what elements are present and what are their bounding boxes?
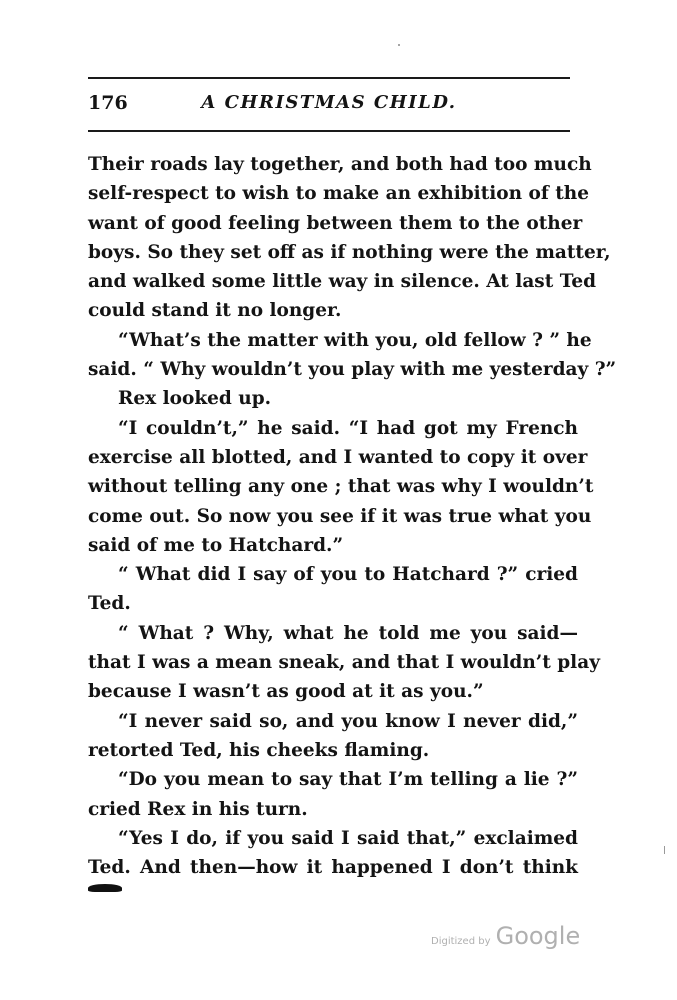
margin-mark [664,846,665,854]
text-line: exercise all blotted, and I wanted to copy it over [88,446,588,468]
body-text [88,150,617,882]
page-header [88,92,570,120]
text-line: “What’s the matter with you, old fellow ? ” he [118,329,592,351]
header-top-rule [88,77,570,79]
text-line: “Do you mean to say that I’m telling a lie ?” [118,769,578,791]
text-line: “I couldn’t,” he said. “I had got my French [118,417,578,439]
text-line: Their roads lay together, and both had too much [88,154,592,175]
text-line: Ted. [88,593,131,615]
text-line: “I never said so, and you know I never did,” [118,710,578,732]
text-line: “ What ? Why, what he told me you said— [118,622,578,644]
watermark-prefix: Digitized by [431,936,491,947]
page-speck [398,44,400,46]
text-line: said of me to Hatchard.” [88,534,344,556]
text-line: could stand it no longer. [88,300,342,322]
text-line: Rex looked up. [118,388,272,410]
text-line: without telling any one ; that was why I wouldn’t [88,476,594,498]
header-bottom-rule [88,130,570,132]
page-number: 176 [88,92,128,114]
text-line: because I wasn’t as good at it as you.” [88,681,484,703]
digitized-watermark [431,922,580,950]
ink-blot-mark [88,884,122,892]
watermark-logo: Google [495,922,581,950]
running-title: A CHRISTMAS CHILD. [201,92,457,113]
text-line: that I was a mean sneak, and that I wouldn’t play [88,652,600,674]
text-line: “ What did I say of you to Hatchard ?” cried [118,564,578,586]
text-line: self-respect to wish to make an exhibition of the [88,183,590,205]
text-line: retorted Ted, his cheeks flaming. [88,739,430,761]
text-line: said. “ Why wouldn’t you play with me yesterday ?” [88,359,617,381]
text-line: come out. So now you see if it was true what you [88,505,592,527]
text-line: and walked some little way in silence. At last Ted [88,271,597,293]
text-line: “Yes I do, if you said I said that,” exclaimed [118,827,578,849]
text-line: Ted. And then—how it happened I don’t think [88,857,578,879]
text-line: cried Rex in his turn. [88,798,308,820]
text-line: boys. So they set off as if nothing were the matter, [88,241,611,263]
text-line: want of good feeling between them to the other [88,212,583,234]
